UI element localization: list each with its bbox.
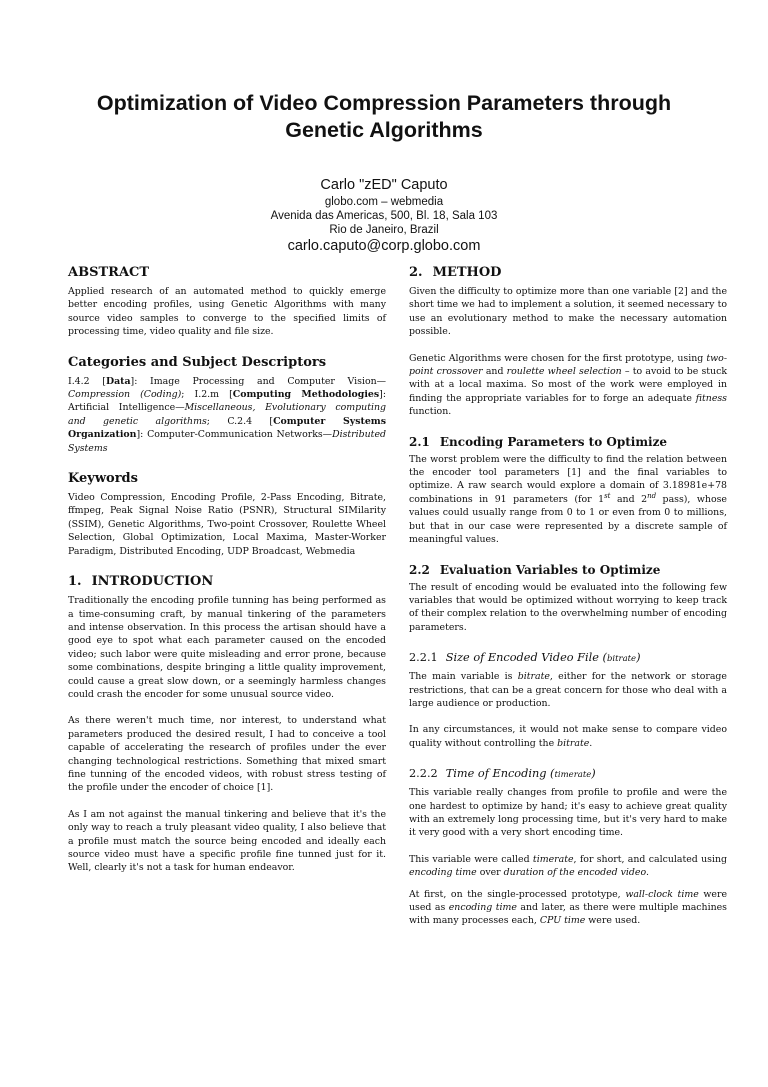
- timerate-heading: 2.2.2 Time of Encoding (timerate): [409, 767, 596, 781]
- bitrate-paragraph-1: The main variable is bitrate, either for the network or storage restrictions, that can be a great concern for those who deal with a large audience or production.: [409, 671, 727, 709]
- evaluation-variables-heading: 2.2 Evaluation Variables to Optimize: [409, 562, 661, 577]
- timerate-paragraph-2: This variable were called timerate, for short, and calculated using encoding time over duration of the encoded video.: [409, 853, 728, 879]
- author-organization: globo.com – webmedia: [324, 196, 444, 208]
- author-address-line2: Rio de Janeiro, Brazil: [329, 224, 439, 236]
- intro-paragraph-2: As there weren't much time, nor interest, to understand what parameters produced the desired result, I had to conceive a tool capable of accelerating the research of profiles under the ever changing technological restrictions. Something that mixed smart fine tunning of the encoded videos, with robust stress testing of the profile under the encoder of choice [1].: [68, 715, 386, 794]
- right-column: [409, 265, 727, 928]
- intro-paragraph-1: Traditionally the encoding profile tunning has being performed as a time-consuming craft, by manual tinkering of the parameters and intense observation. In this process the artisan should have a good eye to spot what each parameter caused on the encoded video; such labor were quite misleading and error prone, because some combinations, despite bringing a little quality improvement, could cause a great slow down, or a seemingly harmless changes could crash the encoder for some unusual source video.: [68, 595, 386, 700]
- bitrate-paragraph-2: In any circumstances, it would not make sense to compare video quality without controlling the bitrate.: [409, 724, 727, 749]
- keywords-heading: Keywords: [68, 471, 138, 487]
- method-paragraph-1: Given the difficulty to optimize more than one variable [2] and the short time we had to implement a solution, it seemed necessary to use an evolutionary method to make the necessary automation possible.: [409, 286, 727, 338]
- categories-text: I.4.2 [Data]: Image Processing and Computer Vision—Compression (Coding); I.2.m [Computing Methodologies]: Artificial Intelligence—Miscellaneous, Evolutionary computing and genetic algorithms; C.2.4 [Computer Systems Organization]: Computer-Communication Networks—Distributed Systems: [68, 375, 387, 454]
- paper-title: Optimization of Video Compression Parameters through Genetic Algorithms: [96, 91, 672, 142]
- method-paragraph-2: Genetic Algorithms were chosen for the first prototype, using two-point crossover and roulette wheel selection – to avoid to be stuck with at a local maxima. So most of the work were employed in finding the appropriate variables for to forge an adequate fitness function.: [409, 352, 727, 418]
- abstract-text: Applied research of an automated method to quickly emerge better encoding profiles, using Genetic Algorithms with many source video samples to converge to the specified limits of processing time, video quality and file size.: [68, 286, 386, 338]
- abstract-heading: ABSTRACT: [68, 265, 150, 280]
- evaluation-variables-text: The result of encoding would be evaluated into the following few variables that would be optimized without worrying to keep track of their complex relation to the overwhelming number of encoding parameters.: [409, 581, 727, 633]
- left-column: [68, 265, 386, 875]
- introduction-heading: 1. INTRODUCTION: [68, 574, 214, 590]
- categories-heading: Categories and Subject Descriptors: [68, 354, 327, 370]
- timerate-paragraph-1: This variable really changes from profile to profile and were the one hardest to optimize by hand; it's easy to achieve great quality with an extremely long processing time, but it's very hard to make it very good with a very short encoding time.: [409, 787, 727, 839]
- timerate-paragraph-3: At first, on the single-processed prototype, wall-clock time were used as encoding time and later, as there were multiple machines with many processes each, CPU time were used.: [409, 888, 728, 927]
- author-block: [184, 176, 584, 256]
- author-name: Carlo "zED" Caputo: [320, 177, 448, 193]
- bitrate-heading: 2.2.1 Size of Encoded Video File (bitrate): [409, 651, 641, 665]
- method-heading: 2. METHOD: [409, 265, 502, 280]
- encoding-parameters-heading: 2.1 Encoding Parameters to Optimize: [409, 434, 668, 449]
- encoding-parameters-text: The worst problem were the difficulty to find the relation between the encoder tool parameters [1] and the final variables to optimize. A raw search would explore a domain of 3.18981e+78 combinations in 91 parameters (for 1st and 2nd pass), whose values could usually range from 0 to 1 or even from 0 to millions, but that in our case were represented by a discrete sample of meaningful values.: [409, 453, 727, 546]
- intro-paragraph-3: As I am not against the manual tinkering and believe that it's the only way to reach a truly pleasant video quality, I also believe that a profile must match the source being encoded and ideally each source video must have a specific profile fine tunned just for it. Well, clearly it's not a task for human endeavor.: [68, 808, 386, 874]
- author-email: carlo.caputo@corp.globo.com: [287, 238, 481, 254]
- author-address-line1: Avenida das Americas, 500, Bl. 18, Sala 103: [270, 210, 498, 222]
- keywords-text: Video Compression, Encoding Profile, 2-Pass Encoding, Bitrate, ffmpeg, Peak Signal Noise Ratio (PSNR), Structural SIMilarity (SSIM), Genetic Algorithms, Two-point Crossover, Roulette Wheel Selection, Global Optimization, Local Maxima, Master-Worker Paradigm, Distributed Encoding, UDP Broadcast, Webmedia: [68, 492, 386, 557]
